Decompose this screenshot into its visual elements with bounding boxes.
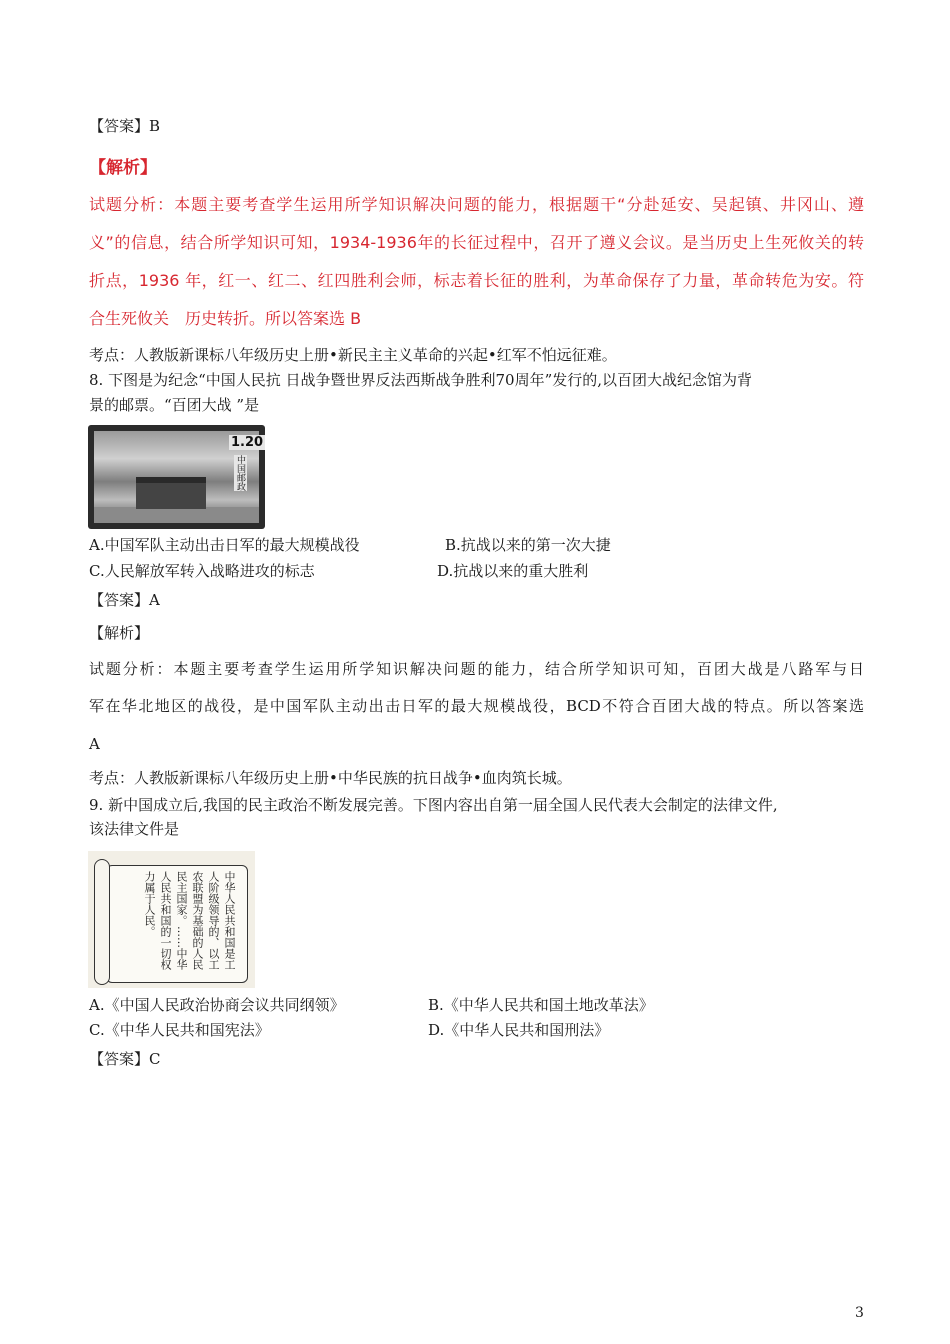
q7-analysis-line-4: 合生死攸关 历史转折。所以答案选 B [89, 309, 362, 328]
stamp-country-text: 中国邮政 [235, 455, 245, 491]
q8-kaodian: 考点：人教版新课标八年级历史上册•中华民族的抗日战争•血肉筑长城。 [89, 769, 572, 787]
q9-option-b: B.《中华人民共和国土地改革法》 [428, 996, 654, 1014]
q8-jiexi-heading: 【解析】 [89, 624, 150, 642]
q8-analysis-line-3: A [89, 735, 100, 753]
q8-analysis-line-2: 军在华北地区的战役，是中国军队主动出击日军的最大规模战役，BCD不符合百团大战的特点。所以答案选 [89, 697, 864, 715]
q7-kaodian: 考点：人教版新课标八年级历史上册•新民主主义革命的兴起•红军不怕远征难。 [89, 346, 617, 364]
q8-stem-line-2: 景的邮票。“百团大战 ”是 [89, 396, 260, 414]
q9-option-c: C.《中华人民共和国宪法》 [89, 1021, 270, 1039]
q7-answer: 【答案】B [89, 117, 161, 135]
q8-answer: 【答案】A [89, 591, 160, 609]
memorial-hall-building [136, 477, 206, 509]
q7-analysis-line-3: 折点，1936 年，红一、红二、红四胜利会师，标志着长征的胜利，为革命保存了力量，革命转危为安。符 [89, 271, 864, 290]
q9-answer: 【答案】C [89, 1050, 161, 1068]
q8-option-a: A.中国军队主动出击日军的最大规模战役 [89, 536, 360, 554]
q7-analysis-line-2: 义”的信息，结合所学知识可知，1934-1936年的长征过程中，召开了遵义会议。是当历史上生死攸关的转 [89, 233, 864, 252]
q8-analysis-line-1: 试题分析：本题主要考查学生运用所学知识解决问题的能力，结合所学知识可知，百团大战是八路军与日 [89, 660, 864, 678]
q8-stem-line-1: 8. 下图是为纪念“中国人民抗 日战争暨世界反法西斯战争胜利70周年”发行的,以百团大战纪念馆为背 [89, 371, 753, 389]
scroll-text: 中华人民共和国是工人阶级领导的、以工农联盟为基础的人民民主国家。……中华人民共和国的一切权力属于人民。 [143, 871, 236, 970]
stamp-value: 1.20 [231, 435, 264, 450]
q9-option-a: A.《中国人民政治协商会议共同纲领》 [89, 996, 345, 1014]
baituan-stamp-image [88, 425, 265, 529]
q9-option-d: D.《中华人民共和国刑法》 [428, 1021, 610, 1039]
q8-option-b: B.抗战以来的第一次大捷 [445, 536, 611, 554]
constitution-scroll-image [88, 851, 255, 988]
q7-analysis-line-1: 试题分析：本题主要考查学生运用所学知识解决问题的能力，根据题干“分赴延安、吴起镇、井冈山、遵 [89, 195, 864, 214]
q8-option-c: C.人民解放军转入战略进攻的标志 [89, 562, 315, 580]
q8-option-d: D.抗战以来的重大胜利 [437, 562, 589, 580]
scroll-roller [94, 859, 110, 985]
q7-jiexi-heading: 【解析】 [89, 158, 157, 178]
page-number: 3 [855, 1305, 864, 1321]
q9-stem-line-2: 该法律文件是 [89, 820, 180, 838]
stamp-ground [94, 507, 259, 523]
q9-stem-line-1: 9. 新中国成立后,我国的民主政治不断发展完善。下图内容出自第一届全国人民代表大会制定的法律文件, [89, 796, 778, 814]
